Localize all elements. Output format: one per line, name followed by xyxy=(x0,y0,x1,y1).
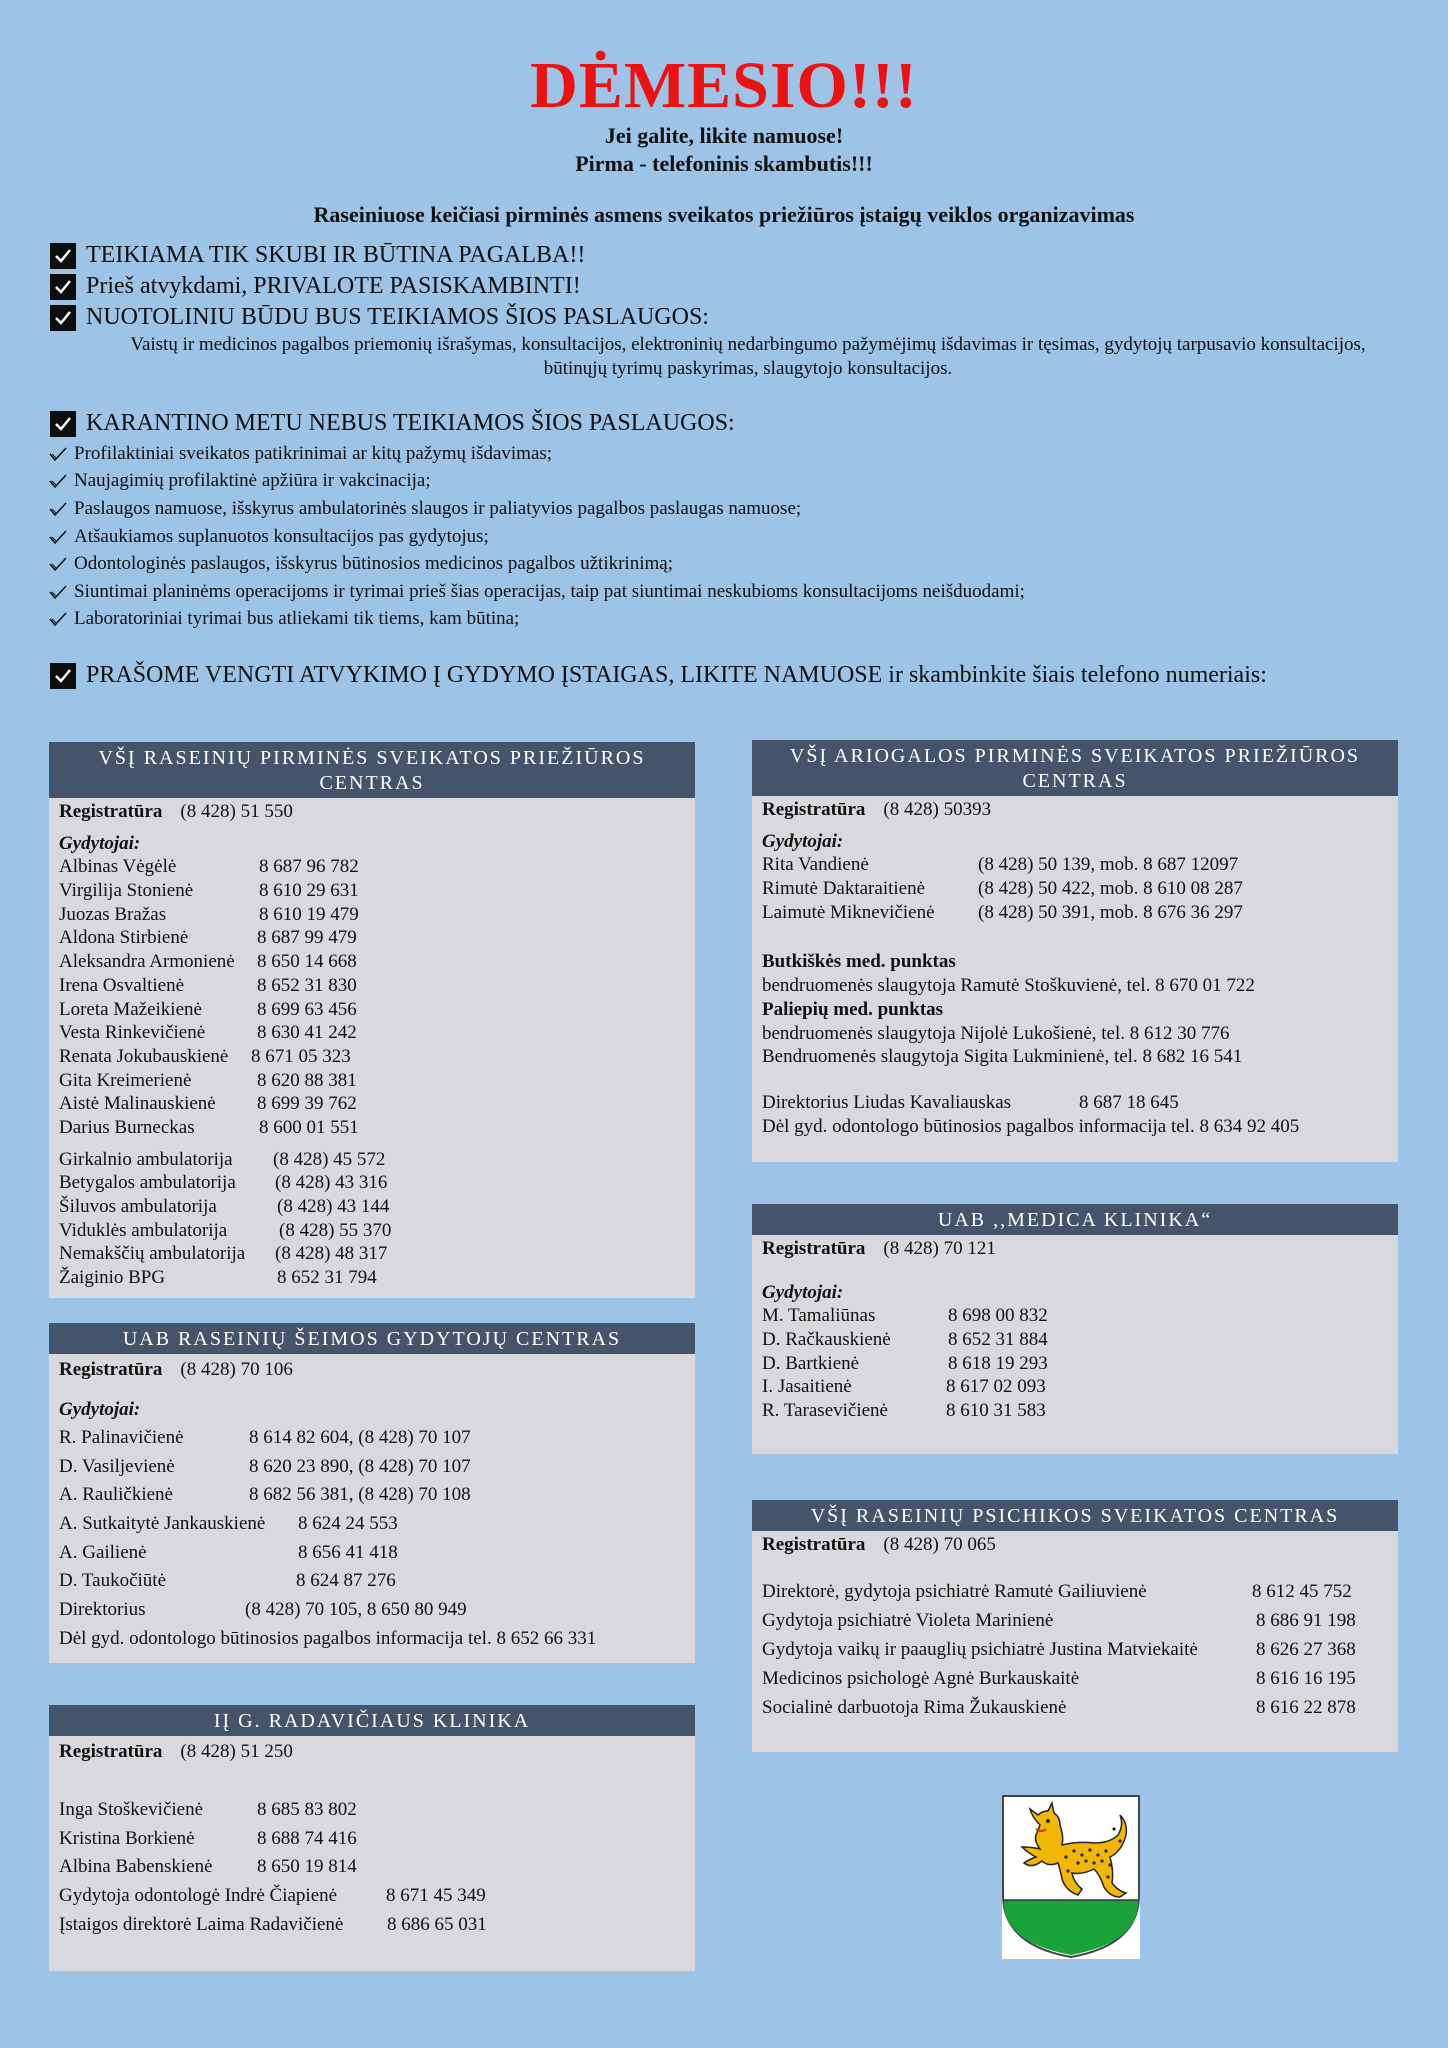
list-item xyxy=(762,1328,1388,1352)
checkmark-icon xyxy=(48,611,70,627)
paliepiu-nurse: bendruomenės slaugytoja Nijolė Lukošienė, tel. 8 612 30 776 xyxy=(762,1022,1230,1044)
doctor-phone: (8 428) 50 422, mob. 8 610 08 287 xyxy=(978,878,1243,900)
list-item xyxy=(762,1375,1388,1399)
list-item xyxy=(59,1266,685,1290)
list-item xyxy=(59,1424,685,1453)
list-item-text: Atšaukiamos suplanuotos konsultacijos pas gydytojus; xyxy=(74,525,489,547)
doctor-phone: 8 699 39 762 xyxy=(257,1093,357,1115)
clinic-card-title: UAB RASEINIŲ ŠEIMOS GYDYTOJŲ CENTRAS xyxy=(49,1323,695,1354)
list-item xyxy=(48,495,1025,523)
ambulatory-phone: 8 652 31 794 xyxy=(277,1267,377,1289)
list-item-text: Profilaktiniai sveikatos patikrinimai ar kitų pažymų išdavimas; xyxy=(74,442,553,464)
doctor-name: Albinas Vėgėlė xyxy=(59,856,177,878)
ambulatory-name: Šiluvos ambulatorija xyxy=(59,1196,217,1217)
director-label: Direktorius xyxy=(59,1599,146,1621)
ambulatory-phone: (8 428) 45 572 xyxy=(273,1148,386,1170)
registry-phone: (8 428) 50393 xyxy=(883,799,992,820)
dental-info: Dėl gyd. odontologo būtinosios pagalbos informacija tel. 8 634 92 405 xyxy=(762,1115,1300,1137)
list-item xyxy=(762,1606,1388,1635)
paliepiu-nurse: Bendruomenės slaugytoja Sigita Lukminienė, tel. 8 682 16 541 xyxy=(762,1046,1243,1068)
registry-phone: (8 428) 70 121 xyxy=(883,1238,996,1259)
checkmark-icon xyxy=(48,473,70,489)
list-item xyxy=(59,1045,685,1069)
list-item-text: Paslaugos namuose, išskyrus ambulatorinės slaugos ir paliatyvios pagalbos paslaugas namuose; xyxy=(74,497,802,519)
list-item xyxy=(48,523,1025,551)
clinic-card-raseiniu-psc xyxy=(49,742,695,1298)
list-item xyxy=(59,1911,685,1940)
ambulatory-name: Žaiginio BPG xyxy=(59,1267,166,1289)
doctor-name: Rimutė Daktaraitienė xyxy=(762,878,926,900)
butkiskes-nurse: bendruomenės slaugytoja Ramutė Stoškuvienė, tel. 8 670 01 722 xyxy=(762,975,1255,997)
staff-phone: 8 612 45 752 xyxy=(1252,1580,1352,1602)
doctors-label: Gydytojai: xyxy=(59,1399,141,1420)
registry-label: Registratūra xyxy=(59,1359,163,1380)
list-item xyxy=(762,1399,1388,1423)
list-item xyxy=(59,1195,685,1219)
clinic-card-radaviciaus xyxy=(49,1705,695,1971)
staff-name: Direktorė, gydytoja psichiatrė Ramutė Gailiuvienė xyxy=(762,1580,1147,1602)
ambulatory-name: Nemakščių ambulatorija xyxy=(59,1243,246,1265)
paliepiu-title: Paliepių med. punktas xyxy=(762,998,944,1020)
list-item xyxy=(59,855,685,879)
ambulatory-name: Girkalnio ambulatorija xyxy=(59,1148,233,1170)
list-item xyxy=(762,1693,1388,1722)
doctor-list xyxy=(762,853,1388,924)
list-item xyxy=(59,879,685,903)
registry-phone: (8 428) 51 250 xyxy=(180,1741,293,1762)
list-item xyxy=(59,1567,685,1596)
doctor-list xyxy=(59,1424,685,1625)
doctor-name: Laimutė Miknevičienė xyxy=(762,901,935,923)
clinic-card-title: UAB ,,MEDICA KLINIKA“ xyxy=(752,1204,1398,1235)
doctors-label: Gydytojai: xyxy=(762,830,844,852)
registry-line xyxy=(59,800,685,824)
ambulatory-phone: (8 428) 43 144 xyxy=(277,1196,390,1217)
clinic-card-body xyxy=(752,1235,1398,1427)
ambulatory-phone: (8 428) 48 317 xyxy=(275,1243,388,1265)
ariogala-footer xyxy=(762,1091,1388,1138)
staff-phone: 8 650 19 814 xyxy=(257,1856,357,1878)
list-item-text: Siuntimai planinėms operacijoms ir tyrimai prieš šias operacijas, taip pat siuntimai neskubioms konsultacijoms neišduodami; xyxy=(74,580,1025,602)
checkmark-icon xyxy=(48,584,70,600)
registry-line xyxy=(59,1738,685,1766)
clinic-card-ariogala-psc xyxy=(752,740,1398,1162)
list-item xyxy=(59,1116,685,1140)
checkbox-checked-icon xyxy=(50,411,76,437)
lynx-coat-of-arms-icon xyxy=(1002,1795,1140,1959)
avoid-heading xyxy=(50,660,1400,691)
clinic-card-title: VŠĮ RASEINIŲ PSICHIKOS SVEIKATOS CENTRAS xyxy=(752,1500,1398,1531)
checkbox-checked-icon xyxy=(50,274,76,300)
doctor-phone: 8 610 31 583 xyxy=(946,1400,1046,1422)
registry-phone: (8 428) 70 065 xyxy=(883,1534,996,1555)
registry-label: Registratūra xyxy=(59,1741,163,1762)
checkbox-checked-icon xyxy=(50,243,76,269)
doctor-phone: 8 650 14 668 xyxy=(257,951,357,973)
clinic-card-body xyxy=(49,1354,695,1657)
registry-line xyxy=(762,1533,1388,1557)
doctor-phone: 8 610 19 479 xyxy=(259,903,359,925)
director-line xyxy=(762,1091,1388,1115)
doctor-phone: (8 428) 50 139, mob. 8 687 12097 xyxy=(978,854,1239,876)
list-item xyxy=(48,550,1025,578)
checkmark-icon xyxy=(48,556,70,572)
director-phone: (8 428) 70 105, 8 650 80 949 xyxy=(245,1599,467,1621)
list-item xyxy=(59,1882,685,1911)
doctor-phone: 8 699 63 456 xyxy=(257,998,357,1020)
clinic-card-title: IĮ G. RADAVIČIAUS KLINIKA xyxy=(49,1705,695,1736)
staff-phone: 8 688 74 416 xyxy=(257,1827,357,1849)
clinic-card-body xyxy=(752,1531,1398,1726)
quarantine-heading-text: KARANTINO METU NEBUS TEIKIAMOS ŠIOS PASLAUGOS: xyxy=(86,410,735,436)
checkmark-icon xyxy=(48,529,70,545)
doctor-phone: 8 671 05 323 xyxy=(251,1045,351,1067)
list-item xyxy=(59,903,685,927)
list-item xyxy=(48,468,1025,496)
doctor-name: Irena Osvaltienė xyxy=(59,974,185,996)
list-item xyxy=(59,926,685,950)
doctor-name: Rita Vandienė xyxy=(762,854,869,876)
doctor-phone: 8 687 96 782 xyxy=(259,856,359,878)
doctors-label: Gydytojai: xyxy=(762,1281,844,1303)
list-item xyxy=(762,901,1388,925)
list-item xyxy=(59,1171,685,1195)
dental-info: Dėl gyd. odontologo būtinosios pagalbos informacija tel. 8 652 66 331 xyxy=(59,1627,597,1649)
staff-phone: 8 616 16 195 xyxy=(1256,1667,1356,1689)
checkmark-icon xyxy=(48,501,70,517)
clinic-card-body xyxy=(49,1736,695,1943)
checkmark-icon xyxy=(48,446,70,462)
doctor-phone: 8 620 23 890, (8 428) 70 107 xyxy=(249,1455,471,1477)
staff-name: Gydytoja psichiatrė Violeta Marinienė xyxy=(762,1609,1054,1631)
doctor-name: Loreta Mažeikienė xyxy=(59,998,202,1020)
registry-label: Registratūra xyxy=(59,801,163,822)
ambulatory-phone: (8 428) 55 370 xyxy=(279,1219,392,1241)
clinic-card-family-doctors xyxy=(49,1323,695,1663)
doctor-phone: 8 614 82 604, (8 428) 70 107 xyxy=(249,1427,471,1448)
remote-services-line: būtinųjų tyrimų paskyrimas, slaugytojo konsultacijos. xyxy=(543,358,953,379)
butkiskes-title: Butkiškės med. punktas xyxy=(762,951,956,973)
doctor-name: D. Bartkienė xyxy=(762,1352,860,1374)
list-item-text: Odontologinės paslaugos, išskyrus būtinosios medicinos pagalbos užtikrinimą; xyxy=(74,553,673,575)
registry-line xyxy=(762,1237,1388,1261)
list-item xyxy=(48,606,1025,634)
list-item xyxy=(762,1352,1388,1376)
subtitle-call-first: Pirma - telefoninis skambutis!!! xyxy=(575,151,873,176)
doctor-name: M. Tamaliūnas xyxy=(762,1305,876,1327)
doctor-phone: 8 620 88 381 xyxy=(257,1069,357,1091)
staff-phone: 8 626 27 368 xyxy=(1256,1638,1356,1660)
clinic-card-body xyxy=(752,796,1398,1142)
list-item xyxy=(48,440,1025,468)
doctor-phone: 8 656 41 418 xyxy=(298,1541,398,1563)
registry-label: Registratūra xyxy=(762,1238,866,1259)
director-label: Direktorius Liudas Kavaliauskas xyxy=(762,1091,1012,1113)
list-item xyxy=(59,1853,685,1882)
doctor-name: A. Gailienė xyxy=(59,1541,147,1563)
staff-name: Gydytoja odontologė Indrė Čiapienė xyxy=(59,1885,338,1907)
clinic-card-body xyxy=(49,798,695,1294)
med-points xyxy=(762,950,1388,1068)
doctor-phone: 8 618 19 293 xyxy=(948,1352,1048,1374)
list-item-text: Laboratoriniai tyrimai bus atliekami tik tiems, kam būtina; xyxy=(74,608,520,630)
list-item xyxy=(59,1825,685,1854)
list-item xyxy=(59,950,685,974)
doctor-name: R. Palinavičienė xyxy=(59,1427,184,1448)
list-item xyxy=(59,1242,685,1266)
doctor-phone: 8 698 00 832 xyxy=(948,1305,1048,1327)
list-item xyxy=(59,1453,685,1482)
list-item xyxy=(59,1796,685,1825)
check-item xyxy=(50,240,1400,271)
list-item xyxy=(59,998,685,1022)
list-item xyxy=(59,1510,685,1539)
staff-name: Inga Stoškevičienė xyxy=(59,1799,204,1820)
doctor-phone: 8 652 31 830 xyxy=(257,974,357,996)
registry-phone: (8 428) 70 106 xyxy=(180,1359,293,1380)
remote-services-line: Vaistų ir medicinos pagalbos priemonių išrašymas, konsultacijos, elektroninių nedarbingumo pažymėjimų išdavimas ir tęsimas, gydytojų tarpusavio konsultacijos, xyxy=(130,334,1366,355)
subtitle-reorganization: Raseiniuose keičiasi pirminės asmens sveikatos priežiūros įstaigų veiklos organizavimas xyxy=(313,202,1135,227)
staff-list xyxy=(59,1796,685,1939)
list-item xyxy=(59,1596,685,1625)
staff-phone: 8 686 65 031 xyxy=(387,1913,487,1935)
registry-line xyxy=(59,1356,685,1384)
quarantine-section xyxy=(50,408,1400,439)
director-phone: 8 687 18 645 xyxy=(1079,1091,1179,1113)
doctor-name: D. Taukočiūtė xyxy=(59,1570,167,1592)
quarantine-heading xyxy=(50,408,1400,439)
list-item xyxy=(762,1577,1388,1606)
doctor-name: Darius Burneckas xyxy=(59,1116,195,1138)
checkbox-checked-icon xyxy=(50,305,76,331)
staff-name: Albina Babenskienė xyxy=(59,1856,213,1878)
doctor-list xyxy=(762,1304,1388,1422)
staff-name: Gydytoja vaikų ir paauglių psichiatrė Justina Matviekaitė xyxy=(762,1638,1198,1660)
doctor-phone: 8 687 99 479 xyxy=(257,927,357,949)
remote-services-text xyxy=(48,333,1448,381)
doctor-name: Aleksandra Armonienė xyxy=(59,951,235,973)
list-item xyxy=(59,1021,685,1045)
ambulatory-name: Betygalos ambulatorija xyxy=(59,1172,236,1194)
list-item xyxy=(762,1635,1388,1664)
avoid-heading-text: PRAŠOME VENGTI ATVYKIMO Į GYDYMO ĮSTAIGAS, LIKITE NAMUOSE ir skambinkite šiais telefono numeriais: xyxy=(86,662,1267,688)
staff-name: Įstaigos direktorė Laima Radavičienė xyxy=(59,1913,344,1935)
staff-phone: 8 671 45 349 xyxy=(386,1885,486,1907)
quarantine-list xyxy=(48,440,1025,633)
doctor-name: D. Račkauskienė xyxy=(762,1329,891,1351)
check-item xyxy=(50,271,1400,302)
list-item xyxy=(762,1664,1388,1693)
staff-phone: 8 685 83 802 xyxy=(257,1799,357,1820)
doctor-phone: 8 600 01 551 xyxy=(259,1116,359,1138)
check-item xyxy=(50,302,1400,333)
subtitle-stay-home: Jei galite, likite namuose! xyxy=(604,123,844,148)
registry-phone: (8 428) 51 550 xyxy=(180,801,293,822)
doctor-phone: 8 624 87 276 xyxy=(296,1570,396,1592)
page-title: DĖMESIO!!! xyxy=(530,49,918,122)
list-item-text: Naujagimių profilaktinė apžiūra ir vakcinacija; xyxy=(74,470,431,492)
doctor-phone: 8 652 31 884 xyxy=(948,1329,1048,1351)
list-item xyxy=(762,853,1388,877)
clinic-card-title: VŠĮ RASEINIŲ PIRMINĖS SVEIKATOS PRIEŽIŪROS CENTRAS xyxy=(49,742,695,798)
doctors-label: Gydytojai: xyxy=(59,832,141,854)
doctor-list xyxy=(59,855,685,1139)
list-item xyxy=(59,1069,685,1093)
staff-phone: 8 686 91 198 xyxy=(1256,1609,1356,1631)
doctor-name: Gita Kreimerienė xyxy=(59,1069,192,1091)
list-item xyxy=(48,578,1025,606)
doctor-name: Aistė Malinauskienė xyxy=(59,1093,216,1115)
list-item xyxy=(762,877,1388,901)
doctor-phone: 8 630 41 242 xyxy=(257,1022,357,1044)
list-item xyxy=(59,1539,685,1568)
registry-label: Registratūra xyxy=(762,799,866,820)
doctor-phone: 8 682 56 381, (8 428) 70 108 xyxy=(249,1484,471,1506)
staff-name: Socialinė darbuotoja Rima Žukauskienė xyxy=(762,1696,1067,1718)
doctor-name: Aldona Stirbienė xyxy=(59,927,189,949)
list-item xyxy=(59,974,685,998)
list-item xyxy=(59,1092,685,1116)
doctor-name: A. Sutkaitytė Jankauskienė xyxy=(59,1513,266,1535)
doctor-name: Virgilija Stonienė xyxy=(59,880,194,902)
registry-label: Registratūra xyxy=(762,1534,866,1555)
doctor-name: A. Rauličkienė xyxy=(59,1484,173,1506)
notice-checklist xyxy=(50,240,1400,381)
ambulatory-name: Viduklės ambulatorija xyxy=(59,1219,228,1241)
doctor-name: Renata Jokubauskienė xyxy=(59,1045,229,1067)
list-item xyxy=(59,1219,685,1243)
doctor-phone: (8 428) 50 391, mob. 8 676 36 297 xyxy=(978,901,1243,923)
ambulatory-list xyxy=(59,1148,685,1290)
staff-phone: 8 616 22 878 xyxy=(1256,1696,1356,1718)
clinic-card-medica xyxy=(752,1204,1398,1454)
clinic-card-mental-health xyxy=(752,1500,1398,1752)
list-item xyxy=(762,1304,1388,1328)
registry-line xyxy=(762,798,1388,822)
staff-list xyxy=(762,1577,1388,1722)
check-item-text: Prieš atvykdami, PRIVALOTE PASISKAMBINTI! xyxy=(86,273,581,299)
doctor-name: I. Jasaitienė xyxy=(762,1376,852,1398)
staff-name: Medicinos psichologė Agnė Burkauskaitė xyxy=(762,1667,1080,1689)
list-item xyxy=(59,1148,685,1172)
checkbox-checked-icon xyxy=(50,663,76,689)
doctor-name: Juozas Bražas xyxy=(59,903,167,925)
list-item xyxy=(59,1481,685,1510)
doctor-name: Vesta Rinkevičienė xyxy=(59,1022,206,1044)
doctor-phone: 8 624 24 553 xyxy=(298,1513,398,1535)
doctor-name: D. Vasiljevienė xyxy=(59,1455,175,1477)
check-item-text: NUOTOLINIU BŪDU BUS TEIKIAMOS ŠIOS PASLAUGOS: xyxy=(86,304,709,330)
staff-name: Kristina Borkienė xyxy=(59,1827,195,1849)
avoid-section xyxy=(50,660,1400,691)
ambulatory-phone: (8 428) 43 316 xyxy=(275,1172,388,1194)
doctor-phone: 8 617 02 093 xyxy=(946,1376,1046,1398)
doctor-phone: 8 610 29 631 xyxy=(259,880,359,902)
doctor-name: R. Tarasevičienė xyxy=(762,1400,888,1422)
clinic-card-title: VŠĮ ARIOGALOS PIRMINĖS SVEIKATOS PRIEŽIŪROS CENTRAS xyxy=(752,740,1398,796)
check-item-text: TEIKIAMA TIK SKUBI IR BŪTINA PAGALBA!! xyxy=(86,242,586,268)
header xyxy=(0,50,1448,228)
